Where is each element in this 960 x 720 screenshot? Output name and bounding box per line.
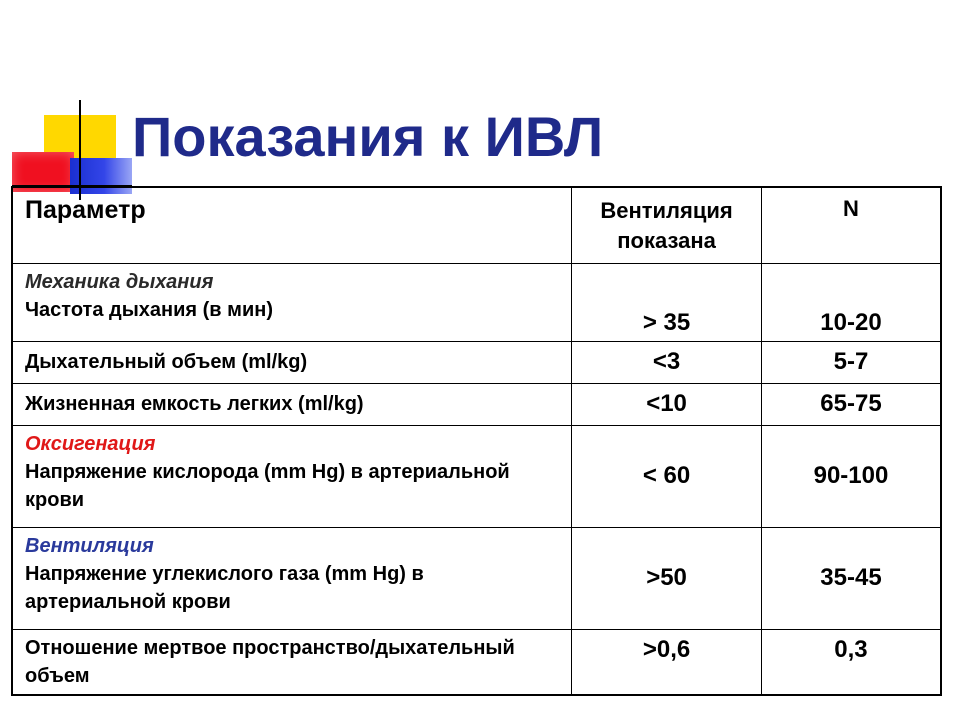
param-label: Напряжение кислорода (mm Hg) в артериальной крови bbox=[25, 460, 510, 511]
category-ventilation: Вентиляция bbox=[25, 534, 154, 557]
indicated-value: > 35 bbox=[572, 263, 762, 341]
param-cell: Отношение мертвое пространство/дыхательный объем bbox=[12, 629, 572, 695]
indicated-value: >0,6 bbox=[572, 629, 762, 695]
indicated-value: <3 bbox=[572, 341, 762, 383]
table-row bbox=[12, 383, 941, 425]
header-ventilation-indicated: Вентиляция показана bbox=[572, 187, 762, 263]
norm-value: 65-75 bbox=[761, 383, 941, 425]
param-cell bbox=[12, 425, 572, 527]
param-cell: Дыхательный объем (ml/kg) bbox=[12, 341, 572, 383]
param-cell bbox=[12, 527, 572, 629]
norm-value: 0,3 bbox=[761, 629, 941, 695]
param-cell: Жизненная емкость легких (ml/kg) bbox=[12, 383, 572, 425]
indications-table bbox=[11, 186, 942, 696]
header-norm: N bbox=[761, 187, 941, 263]
indicated-value: < 60 bbox=[572, 425, 762, 527]
table-row bbox=[12, 527, 941, 629]
table-row bbox=[12, 629, 941, 695]
header-parameter: Параметр bbox=[12, 187, 572, 263]
table-row bbox=[12, 263, 941, 341]
category-mechanics: Механика дыхания bbox=[25, 270, 214, 293]
norm-value: 90-100 bbox=[761, 425, 941, 527]
indicated-value: <10 bbox=[572, 383, 762, 425]
table-row bbox=[12, 425, 941, 527]
norm-value: 10-20 bbox=[761, 263, 941, 341]
norm-value: 5-7 bbox=[761, 341, 941, 383]
param-cell bbox=[12, 263, 572, 341]
table-row bbox=[12, 341, 941, 383]
table-header-row bbox=[12, 187, 941, 263]
indicated-value: >50 bbox=[572, 527, 762, 629]
param-label: Напряжение углекислого газа (mm Hg) в артериальной крови bbox=[25, 562, 424, 613]
page-title: Показания к ИВЛ bbox=[132, 105, 604, 168]
category-oxygenation: Оксигенация bbox=[25, 432, 156, 455]
norm-value: 35-45 bbox=[761, 527, 941, 629]
param-label: Частота дыхания (в мин) bbox=[25, 298, 273, 321]
